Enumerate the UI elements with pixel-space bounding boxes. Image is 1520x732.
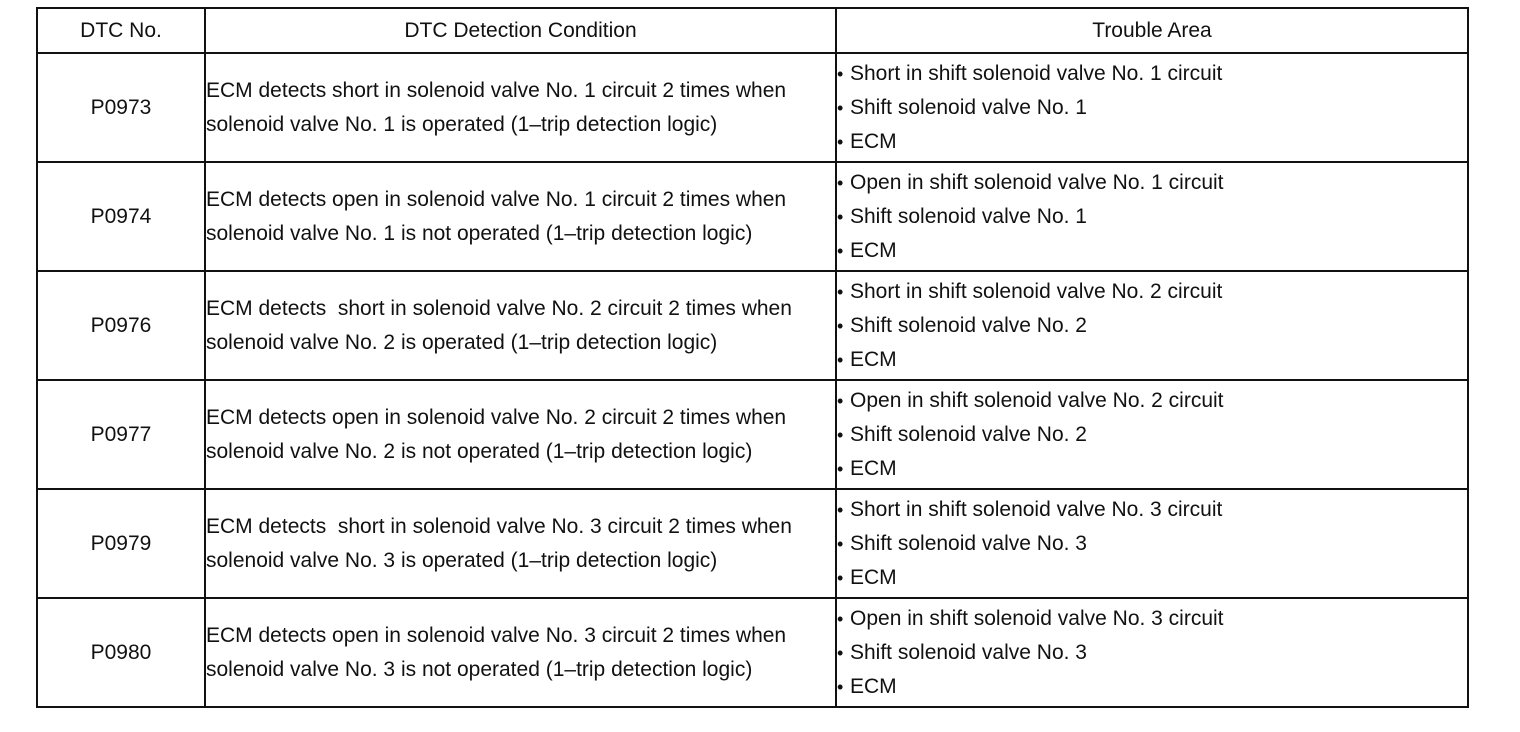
list-item: [837, 493, 1467, 527]
detection-condition: [205, 489, 836, 598]
bullet-icon: •: [837, 676, 844, 697]
bullet-icon: •: [837, 281, 844, 302]
detection-condition: [205, 598, 836, 707]
trouble-area: [836, 598, 1468, 707]
trouble-area-text: ECM: [850, 456, 897, 480]
list-item: [837, 166, 1467, 200]
list-item: [837, 602, 1467, 636]
list-item: [837, 452, 1467, 486]
trouble-area: [836, 271, 1468, 380]
list-item: [837, 309, 1467, 343]
detection-condition: [205, 53, 836, 162]
header-detection-condition: DTC Detection Condition: [205, 8, 836, 53]
trouble-area-text: Shift solenoid valve No. 1: [850, 204, 1087, 228]
trouble-area-text: Shift solenoid valve No. 3: [850, 640, 1087, 664]
trouble-area-text: Short in shift solenoid valve No. 3 circuit: [850, 497, 1223, 521]
bullet-icon: •: [837, 390, 844, 411]
dtc-code: P0979: [37, 489, 205, 598]
trouble-area-list: [837, 602, 1467, 704]
bullet-icon: •: [837, 206, 844, 227]
bullet-icon: •: [837, 97, 844, 118]
trouble-area: [836, 380, 1468, 489]
list-item: [837, 561, 1467, 595]
bullet-icon: •: [837, 567, 844, 588]
bullet-icon: •: [837, 131, 844, 152]
condition-line: solenoid valve No. 3 is not operated (1–trip detection logic): [206, 657, 753, 681]
list-item: [837, 527, 1467, 561]
condition-line: ECM detects short in solenoid valve No. 1 circuit 2 times when: [206, 78, 787, 102]
trouble-area-text: Short in shift solenoid valve No. 2 circuit: [850, 279, 1223, 303]
dtc-code: P0974: [37, 162, 205, 271]
list-item: [837, 343, 1467, 377]
trouble-area-text: ECM: [850, 565, 897, 589]
table-row: [37, 53, 1468, 162]
trouble-area-text: Open in shift solenoid valve No. 2 circuit: [850, 388, 1224, 412]
detection-condition: [205, 162, 836, 271]
condition-line: solenoid valve No. 3 is operated (1–trip detection logic): [206, 548, 718, 572]
list-item: [837, 384, 1467, 418]
condition-line: solenoid valve No. 1 is operated (1–trip detection logic): [206, 112, 718, 136]
dtc-table: [36, 7, 1469, 708]
list-item: [837, 670, 1467, 704]
dtc-code: P0980: [37, 598, 205, 707]
table-row: [37, 598, 1468, 707]
trouble-area-text: ECM: [850, 129, 897, 153]
list-item: [837, 418, 1467, 452]
condition-line: solenoid valve No. 2 is not operated (1–trip detection logic): [206, 439, 753, 463]
list-item: [837, 91, 1467, 125]
trouble-area-text: Shift solenoid valve No. 2: [850, 313, 1087, 337]
bullet-icon: •: [837, 458, 844, 479]
condition-line: ECM detects open in solenoid valve No. 3 circuit 2 times when: [206, 623, 787, 647]
condition-line: solenoid valve No. 2 is operated (1–trip detection logic): [206, 330, 718, 354]
trouble-area-text: Short in shift solenoid valve No. 1 circuit: [850, 61, 1223, 85]
condition-line: ECM detects open in solenoid valve No. 2 circuit 2 times when: [206, 405, 787, 429]
condition-line: solenoid valve No. 1 is not operated (1–trip detection logic): [206, 221, 753, 245]
trouble-area-list: [837, 166, 1467, 268]
header-trouble-area: Trouble Area: [836, 8, 1468, 53]
detection-condition: [205, 271, 836, 380]
condition-line: ECM detects short in solenoid valve No. 3 circuit 2 times when: [206, 514, 792, 538]
detection-condition: [205, 380, 836, 489]
list-item: [837, 275, 1467, 309]
trouble-area-list: [837, 275, 1467, 377]
bullet-icon: •: [837, 499, 844, 520]
header-row: [37, 8, 1468, 53]
trouble-area-text: ECM: [850, 347, 897, 371]
bullet-icon: •: [837, 315, 844, 336]
bullet-icon: •: [837, 642, 844, 663]
table-row: [37, 489, 1468, 598]
list-item: [837, 234, 1467, 268]
trouble-area-text: Shift solenoid valve No. 2: [850, 422, 1087, 446]
condition-line: ECM detects open in solenoid valve No. 1 circuit 2 times when: [206, 187, 787, 211]
bullet-icon: •: [837, 608, 844, 629]
trouble-area-text: ECM: [850, 674, 897, 698]
trouble-area-text: Open in shift solenoid valve No. 1 circuit: [850, 170, 1224, 194]
trouble-area-text: Shift solenoid valve No. 1: [850, 95, 1087, 119]
condition-line: ECM detects short in solenoid valve No. 2 circuit 2 times when: [206, 296, 792, 320]
header-dtc-no: DTC No.: [37, 8, 205, 53]
trouble-area-list: [837, 57, 1467, 159]
list-item: [837, 636, 1467, 670]
list-item: [837, 125, 1467, 159]
trouble-area: [836, 53, 1468, 162]
trouble-area: [836, 162, 1468, 271]
bullet-icon: •: [837, 172, 844, 193]
list-item: [837, 200, 1467, 234]
dtc-code: P0976: [37, 271, 205, 380]
trouble-area-list: [837, 493, 1467, 595]
bullet-icon: •: [837, 349, 844, 370]
trouble-area-text: Shift solenoid valve No. 3: [850, 531, 1087, 555]
table-row: [37, 380, 1468, 489]
dtc-code: P0977: [37, 380, 205, 489]
bullet-icon: •: [837, 424, 844, 445]
bullet-icon: •: [837, 533, 844, 554]
list-item: [837, 57, 1467, 91]
table-row: [37, 271, 1468, 380]
bullet-icon: •: [837, 240, 844, 261]
trouble-area-text: Open in shift solenoid valve No. 3 circuit: [850, 606, 1224, 630]
dtc-code: P0973: [37, 53, 205, 162]
trouble-area-text: ECM: [850, 238, 897, 262]
trouble-area: [836, 489, 1468, 598]
trouble-area-list: [837, 384, 1467, 486]
bullet-icon: •: [837, 63, 844, 84]
table-row: [37, 162, 1468, 271]
